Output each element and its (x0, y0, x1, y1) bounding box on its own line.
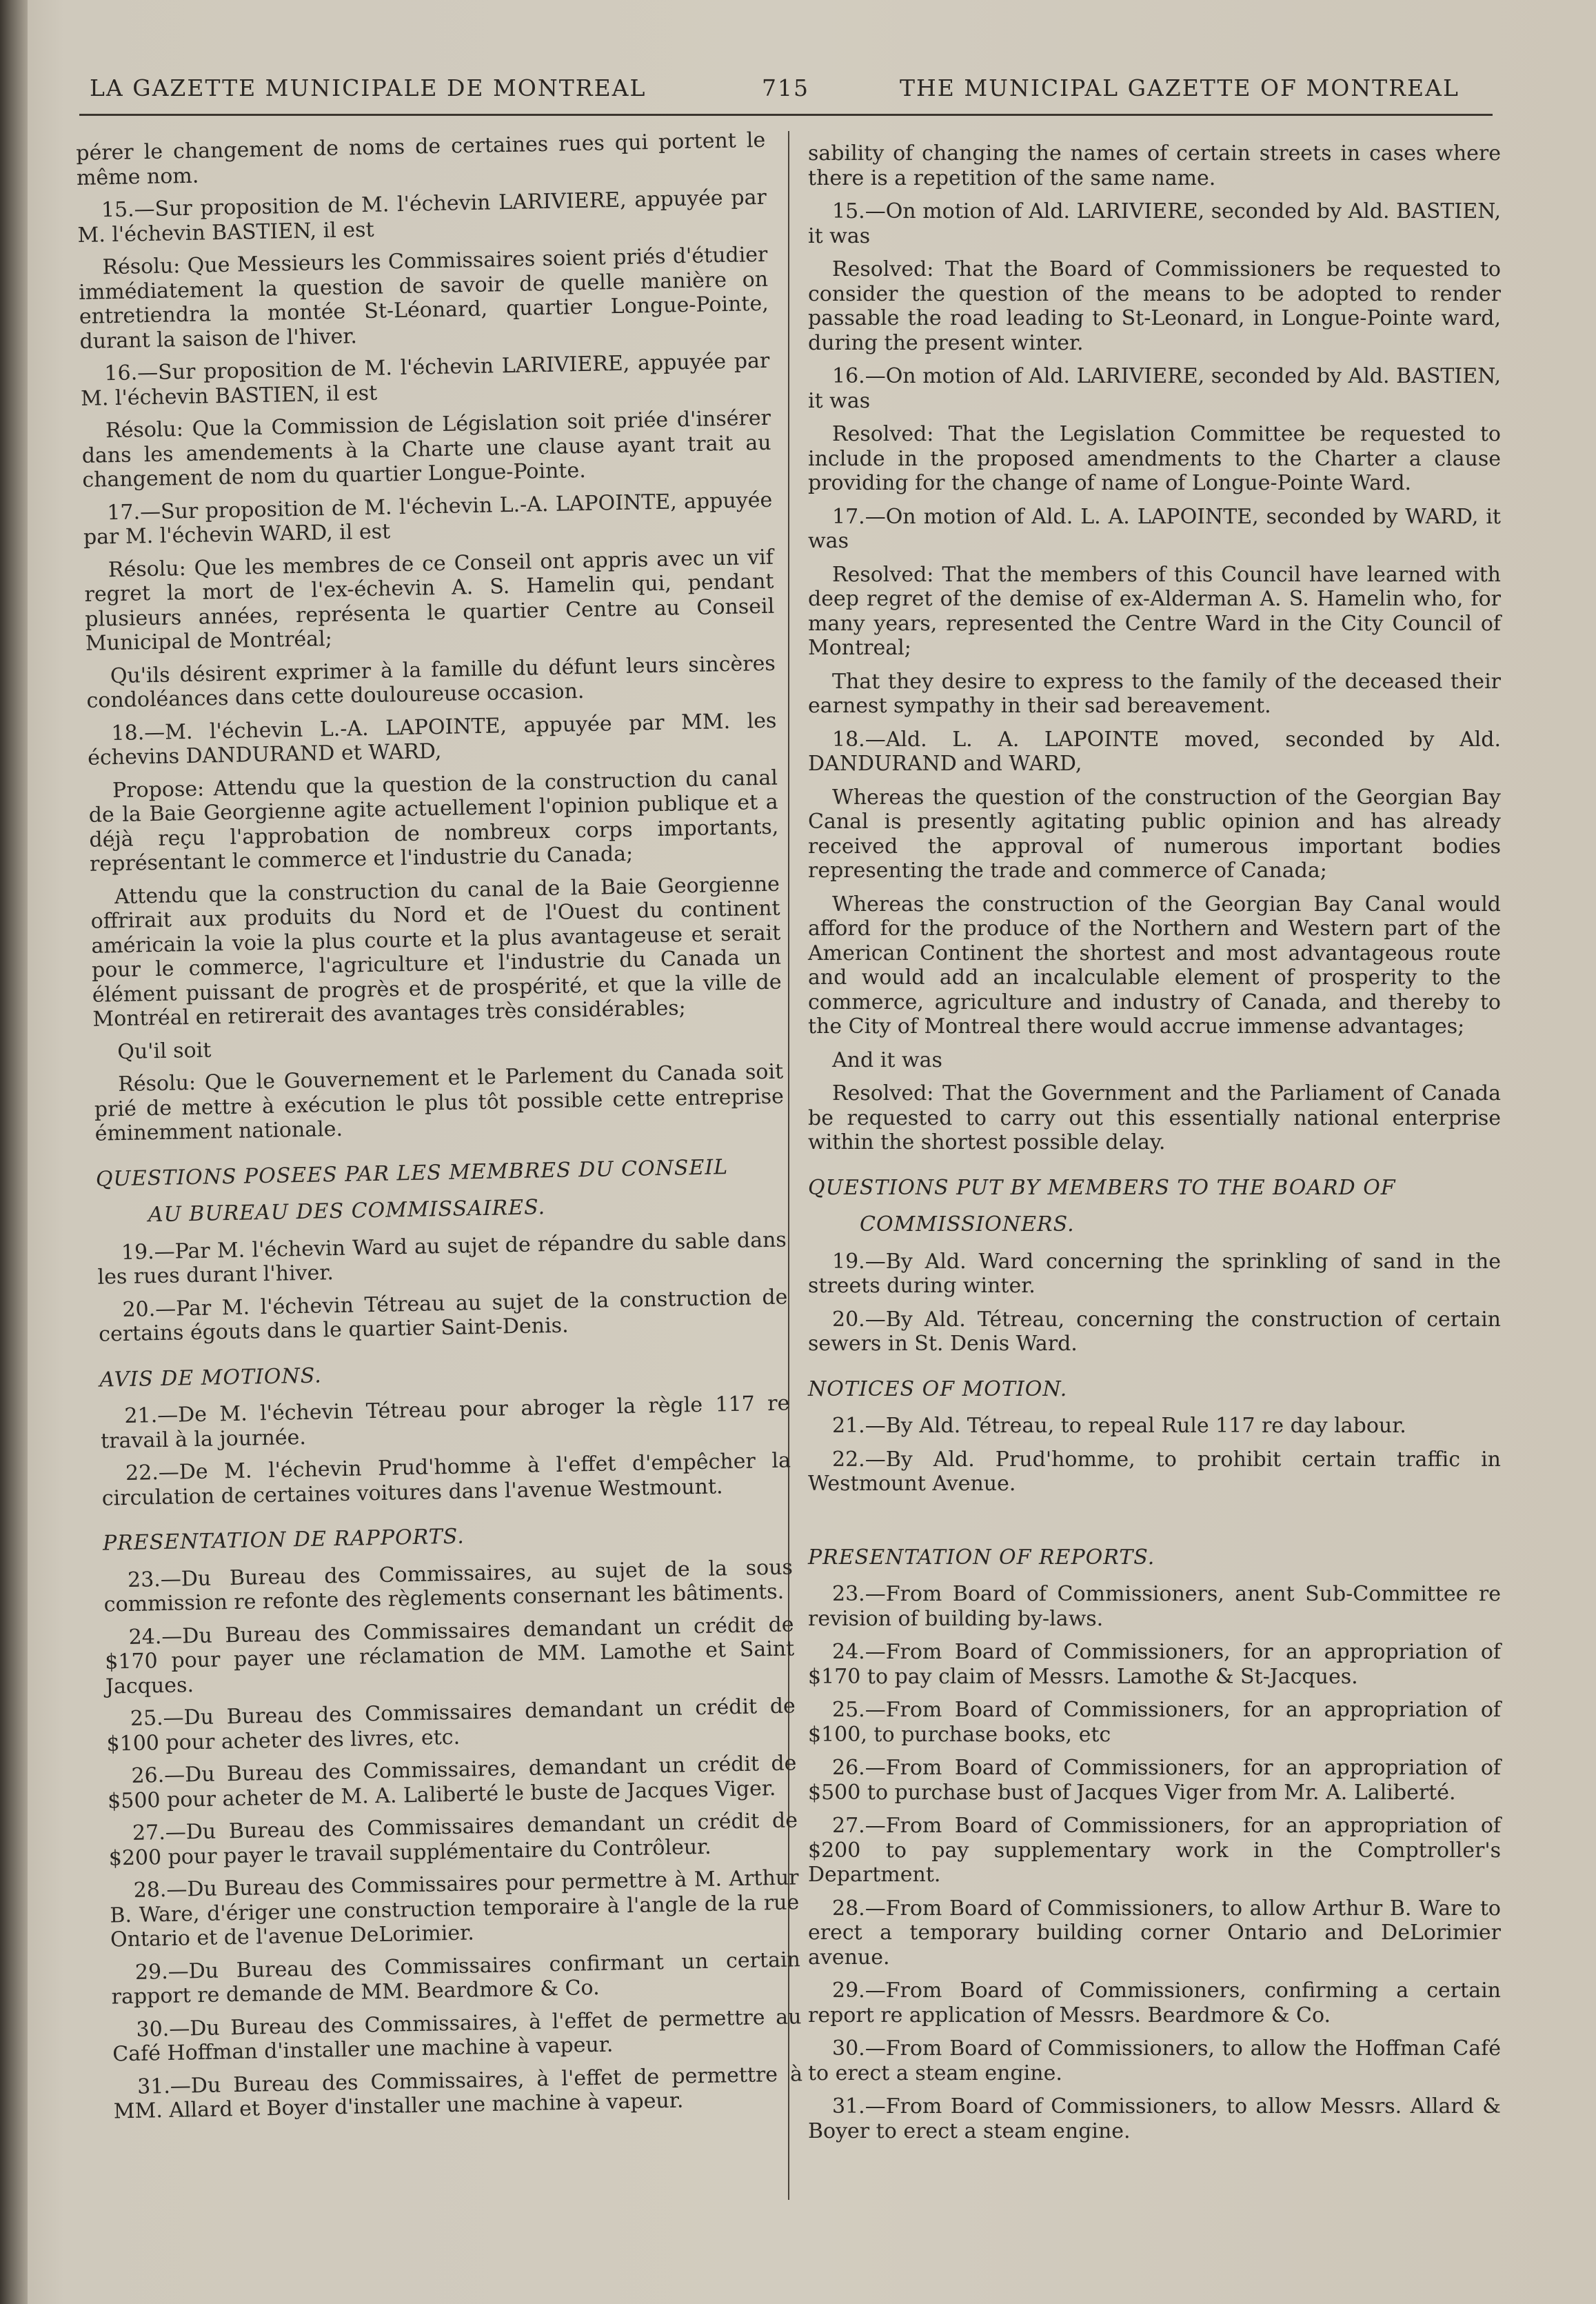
report-23: 23.—From Board of Commissioners, anent Sub-Committee re revision of building by-laws. (808, 1582, 1501, 1631)
resolution-17: Resolved: That the members of this Council have learned with deep regret of the demise of ex-Alderman A. S. Hamelin who, for many years, represented the Centre Ward in the City Council of Montreal; (808, 562, 1501, 660)
section-heading-notices: NOTICES OF MOTION. (808, 1376, 1068, 1401)
section-heading-questions: QUESTIONS POSEES PAR LES MEMBRES DU CONSEIL (95, 1154, 729, 1192)
section-heading-questions-cont: AU BUREAU DES COMMISSAIRES. (148, 1195, 546, 1228)
section-heading-notices: AVIS DE MOTIONS. (99, 1363, 323, 1392)
whereas-2: Attendu que la construction du canal de la Baie Georgienne offrirait aux produits du Nord et de l'Ouest du continent américain la voie la plus courte et la plus avantageuse et serait pour le commerce, l'agriculture et l'industrie du Canada un élément puissant de progrès et de prospérité, et que la ville de Montréal en retirerait des avantages très considérables; (90, 872, 782, 1032)
resolution-15: Resolved: That the Board of Commissioners be requested to consider the question of the means to be adopted to render passable the road leading to St-Leonard, in Longue-Pointe ward, during the present winter. (808, 257, 1501, 355)
resolution-16: Résolu: Que la Commission de Législation soit priée d'insérer dans les amendements à la Charte une clause ayant trait au changement de nom du quartier Longue-Pointe. (81, 405, 771, 492)
running-head-french: LA GAZETTE MUNICIPALE DE MONTREAL (90, 74, 647, 101)
resolution-16: Resolved: That the Legislation Committee be requested to include in the proposed amendments to the Charter a clause providing for the change of name of Longue-Pointe Ward. (808, 422, 1501, 495)
report-24: 24.—From Board of Commissioners, for an appropriation of $170 to pay claim of Messrs. Lamothe & St-Jacques. (808, 1640, 1501, 1689)
header-rule (79, 114, 1493, 116)
paragraph: Qu'ils désirent exprimer à la famille du défunt leurs sincères condoléances dans cette douloureuse occasion. (86, 651, 776, 713)
resolution-17: Résolu: Que les membres de ce Conseil ont appris avec un vif regret la mort de l'ex-échevin A. S. Hamelin qui, pendant plusieurs années, représenta le quartier Centre au Conseil Municipal de Montréal; (84, 545, 775, 656)
report-27: 27.—Du Bureau des Commissaires demandant un crédit de $200 pour payer le travail supplémentaire du Contrôleur. (108, 1808, 798, 1871)
paragraph: sability of changing the names of certain streets in cases where there is a repetition of the same name. (808, 141, 1501, 190)
question-19: 19.—Par M. l'échevin Ward au sujet de répandre du sable dans les rues durant l'hiver. (97, 1228, 787, 1290)
report-28: 28.—From Board of Commissioners, to allow Arthur B. Ware to erect a temporary building corner Ontario and DeLorimier avenue. (808, 1896, 1501, 1970)
section-heading-questions: QUESTIONS PUT BY MEMBERS TO THE BOARD OF (808, 1175, 1396, 1200)
section-heading-questions-cont: COMMISSIONERS. (860, 1212, 1075, 1236)
resolution-18: Résolu: Que le Gouvernement et le Parlement du Canada soit prié de mettre à exécution le plus tôt possible cette entreprise éminemment nationale. (94, 1059, 785, 1146)
report-25: 25.—From Board of Commissioners, for an appropriation of $100, to purchase books, etc (808, 1698, 1501, 1747)
section-heading-reports: PRESENTATION DE RAPPORTS. (102, 1524, 465, 1556)
report-31: 31.—From Board of Commissioners, to allow Messrs. Allard & Boyer to erect a steam engine. (808, 2094, 1501, 2143)
paragraph: pérer le changement de noms de certaines rues qui portent le même nom. (76, 128, 766, 190)
spacer (808, 1505, 1501, 1525)
notice-22: 22.—By Ald. Prud'homme, to prohibit certain traffic in Westmount Avenue. (808, 1447, 1501, 1496)
paragraph: Qu'il soit (117, 1037, 212, 1064)
motion-17: 17.—Sur proposition de M. l'échevin L.-A. LAPOINTE, appuyée par M. l'échevin WARD, il est (83, 488, 773, 550)
report-25: 25.—Du Bureau des Commissaires demandant un crédit de $100 pour acheter des livres, etc. (106, 1694, 796, 1756)
report-31: 31.—Du Bureau des Commissaires, à l'effet de permettre à MM. Allard et Boyer d'installer une machine à vapeur. (113, 2061, 803, 2124)
motion-15: 15.—Sur proposition de M. l'échevin LARIVIERE, appuyée par M. l'échevin BASTIEN, il est (77, 185, 767, 248)
report-29: 29.—Du Bureau des Commissaires confirmant un certain rapport re demande de MM. Beardmore & Co. (111, 1947, 801, 2010)
french-column (76, 128, 803, 2132)
notice-22: 22.—De M. l'échevin Prud'homme à l'effet d'empêcher la circulation de certaines voitures dans l'avenue Westmount. (101, 1448, 791, 1511)
english-column (808, 141, 1501, 2152)
whereas-1: Whereas the question of the construction of the Georgian Bay Canal is presently agitating public opinion and has already received the approval of numerous important bodies representing the trade and commerce of Canada; (808, 785, 1501, 883)
question-19: 19.—By Ald. Ward concerning the sprinkling of sand in the streets during winter. (808, 1249, 1501, 1298)
whereas-2: Whereas the construction of the Georgian Bay Canal would afford for the produce of the Northern and Western part of the American Continent the shortest and most advantageous route and would add an incalculable element of prosperity to the commerce, agriculture and industry of Canada, and thereby to the City of Montreal there would accrue immense advantages; (808, 892, 1501, 1039)
paragraph: And it was (832, 1048, 942, 1072)
notice-21: 21.—By Ald. Tétreau, to repeal Rule 117 re day labour. (832, 1414, 1406, 1438)
resolution-15: Résolu: Que Messieurs les Commissaires soient priés d'étudier immédiatement la question de savoir de quelle manière on entretiendra la montée St-Léonard, quartier Longue-Pointe, durant la saison de l'hiver. (78, 242, 769, 354)
motion-15: 15.—On motion of Ald. LARIVIERE, seconded by Ald. BASTIEN, it was (808, 199, 1501, 248)
resolution-18: Resolved: That the Government and the Parliament of Canada be requested to carry out this essentially national enterprise within the shortest possible delay. (808, 1081, 1501, 1154)
book-spine-shadow (0, 0, 28, 2304)
report-28: 28.—Du Bureau des Commissaires pour permettre à M. Arthur B. Ware, d'ériger une construction temporaire à l'angle de la rue Ontario et de l'avenue DeLorimier. (110, 1865, 800, 1952)
motion-16: 16.—On motion of Ald. LARIVIERE, seconded by Ald. BASTIEN, it was (808, 364, 1501, 413)
report-30: 30.—Du Bureau des Commissaires, à l'effet de permettre au Café Hoffman d'installer une machine à vapeur. (112, 2004, 802, 2067)
motion-18: 18.—M. l'échevin L.-A. LAPOINTE, appuyée par MM. les échevins DANDURAND et WARD, (87, 708, 777, 770)
report-24: 24.—Du Bureau des Commissaires demandant un crédit de $170 pour payer une réclamation de MM. Lamothe et Saint Jacques. (105, 1612, 795, 1699)
notice-21: 21.—De M. l'échevin Tétreau pour abroger la règle 117 re travail à la journée. (100, 1391, 790, 1454)
report-23: 23.—Du Bureau des Commissaires, au sujet de la sous commission re refonte des règlements consernant les bâtiments. (103, 1554, 794, 1617)
motion-17: 17.—On motion of Ald. L. A. LAPOINTE, seconded by WARD, it was (808, 504, 1501, 553)
report-26: 26.—From Board of Commissioners, for an appropriation of $500 to purchase bust of Jacques Viger from Mr. A. Laliberté. (808, 1756, 1501, 1805)
motion-16: 16.—Sur proposition de M. l'échevin LARIVIERE, appuyée par M. l'échevin BASTIEN, il est (80, 348, 770, 411)
running-head-english: THE MUNICIPAL GAZETTE OF MONTREAL (900, 74, 1459, 101)
report-29: 29.—From Board of Commissioners, confirming a certain report re application of Messrs. Beardmore & Co. (808, 1979, 1501, 2027)
section-heading-reports: PRESENTATION OF REPORTS. (808, 1545, 1155, 1570)
report-27: 27.—From Board of Commissioners, for an appropriation of $200 to pay supplementary work in the Comptroller's Department. (808, 1814, 1501, 1887)
page-number: 715 (762, 74, 809, 101)
motion-18: 18.—Ald. L. A. LAPOINTE moved, seconded by Ald. DANDURAND and WARD, (808, 727, 1501, 776)
report-30: 30.—From Board of Commissioners, to allow the Hoffman Café to erect a steam engine. (808, 2036, 1501, 2085)
report-26: 26.—Du Bureau des Commissaires, demandant un crédit de $500 pour acheter de M. A. Laliberté le buste de Jacques Viger. (107, 1751, 797, 1814)
question-20: 20.—By Ald. Tétreau, concerning the construction of certain sewers in St. Denis Ward. (808, 1307, 1501, 1356)
paragraph: That they desire to express to the family of the deceased their earnest sympathy in their sad bereavement. (808, 669, 1501, 718)
question-20: 20.—Par M. l'échevin Tétreau au sujet de la construction de certains égouts dans le quartier Saint-Denis. (98, 1284, 788, 1347)
whereas-1: Propose: Attendu que la question de la construction du canal de la Baie Georgienne agite actuellement l'opinion publique et a déjà reçu l'approbation de nombreux corps importants, représentant le commerce et l'industrie du Canada; (88, 765, 779, 876)
